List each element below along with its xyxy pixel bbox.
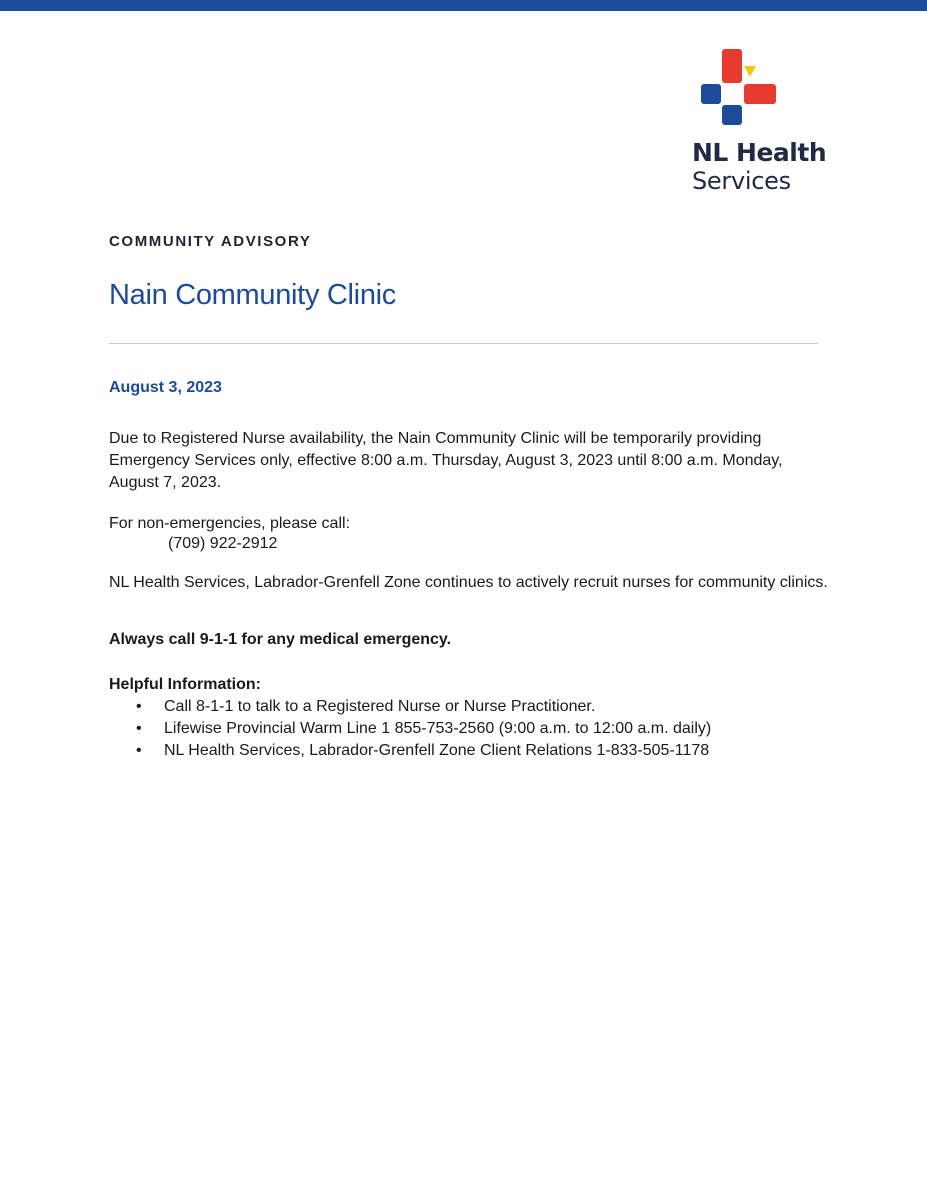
notice-paragraph: Due to Registered Nurse availability, the Nain Community Clinic will be temporarily providing Emergency Services only, effective 8:00 a.m. Thursday, August 3, 2023 until 8:00 a.m. Monday, August 7, 2023. — [109, 430, 783, 491]
list-item-text: Call 8-1-1 to talk to a Registered Nurse or Nurse Practitioner. — [164, 698, 596, 715]
nl-health-services-logo — [690, 46, 830, 196]
list-item — [109, 740, 711, 762]
recruitment-paragraph: NL Health Services, Labrador-Grenfell Zone continues to actively recruit nurses for community clinics. — [109, 574, 828, 591]
emergency-paragraph: Always call 9-1-1 for any medical emergency. — [109, 631, 452, 648]
advisory-date: August 3, 2023 — [109, 379, 222, 396]
list-item — [109, 696, 711, 718]
advisory-label: COMMUNITY ADVISORY — [109, 233, 312, 250]
logo-wordmark-line2: Services — [692, 167, 791, 195]
logo-wordmark-line1: NL Health — [692, 138, 827, 167]
list-item-text: Lifewise Provincial Warm Line 1 855-753-2560 (9:00 a.m. to 12:00 a.m. daily) — [164, 720, 712, 737]
helpful-info-list — [109, 696, 711, 762]
helpful-info-heading: Helpful Information: — [109, 676, 261, 693]
list-item — [109, 718, 711, 740]
non-emergency-phone: (709) 922-2912 — [168, 535, 278, 552]
list-item-text: NL Health Services, Labrador-Grenfell Zone Client Relations 1-833-505-1178 — [164, 742, 710, 759]
bullet-icon: • — [136, 720, 142, 737]
bullet-icon: • — [136, 742, 142, 759]
page-title: Nain Community Clinic — [109, 279, 396, 311]
title-divider — [109, 343, 818, 344]
logo-cross-icon — [700, 46, 780, 128]
bullet-icon: • — [136, 698, 142, 715]
top-accent-bar — [0, 0, 927, 11]
non-emergency-paragraph: For non-emergencies, please call: — [109, 515, 351, 532]
